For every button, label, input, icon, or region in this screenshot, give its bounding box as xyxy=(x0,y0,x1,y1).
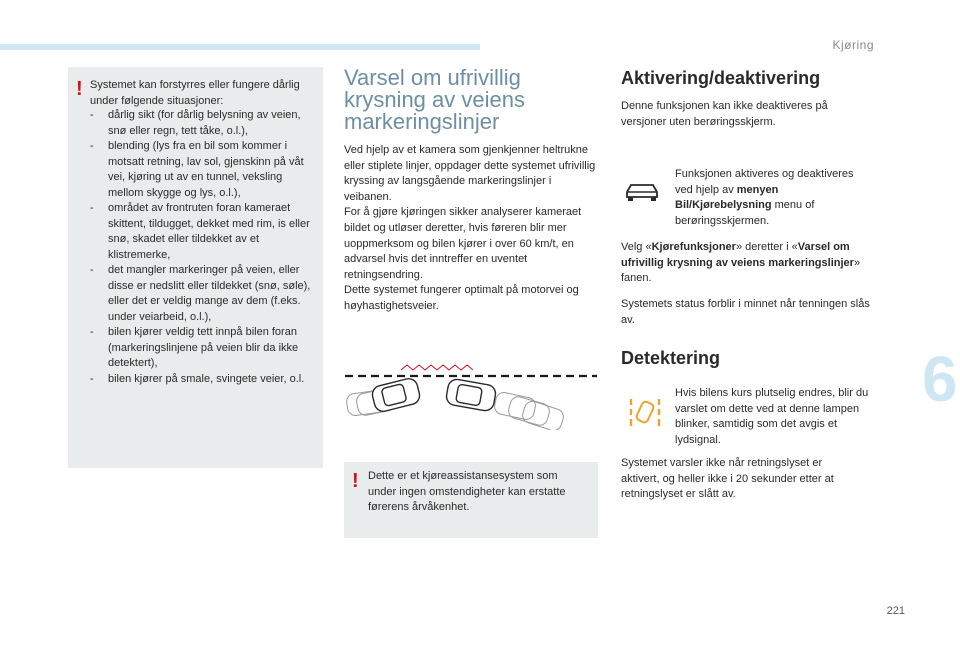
list-item: - det mangler markeringer på veien, eller disse er nedslitt eller tildekket (snø, søle), eller det er veldig mange av dem (f.eks. under veiarbeid, o.l.), xyxy=(90,264,311,323)
detection-note: Systemet varsler ikke når retningslyset er aktivert, og heller ikke i 20 sekunder etter at retningslyset er slått av. xyxy=(621,457,834,501)
lane-departure-illustration xyxy=(343,358,599,430)
list-item: - blending (lys fra en bil som kommer i motsatt retning, lav sol, gjenskinn på våt vei, kjøring ut av en tunnel, veksling mellom skygge og lys, o.l.), xyxy=(90,140,304,199)
section-title: Varsel om ufrivillig krysning av veiens markeringslinjer xyxy=(344,65,525,134)
lane-departure-lamp-icon xyxy=(628,393,662,429)
warning-box-assist xyxy=(344,462,598,538)
header-bar xyxy=(0,44,480,50)
warning-text: Dette er et kjøreassistansesystem som under ingen omstendigheter kan erstatte førerens årvåkenhet. xyxy=(368,470,566,513)
paragraph: Ved hjelp av et kamera som gjenkjenner heltrukne eller stiplete linjer, oppdager dette systemet ufrivillig kryssing av langsgående markeringslinjer i veibanen. xyxy=(344,144,596,203)
chapter-tab: 6 xyxy=(916,336,960,432)
list-item: - bilen kjører på smale, svingete veier, o.l. xyxy=(90,372,305,385)
activation-paragraph: Denne funksjonen kan ikke deaktiveres på versjoner uten berøringsskjerm. xyxy=(621,100,828,128)
activation-menu-paragraph: Funksjonen aktiveres og deaktiveres ved hjelp av menyen Bil/Kjørebelysning menu of berøringsskjermen. xyxy=(675,168,854,227)
warning-box-conditions xyxy=(68,67,323,468)
activation-heading: Aktivering/deaktivering xyxy=(621,68,821,88)
car-front-icon xyxy=(624,181,660,203)
warning-icon: ! xyxy=(76,78,83,100)
chapter-title: Kjøring xyxy=(832,38,874,52)
detection-paragraph: Hvis bilens kurs plutselig endres, blir du varslet om dette ved at denne lampen blinker, samtidig som det avgis et lydsignal. xyxy=(675,387,869,446)
page-number: 221 xyxy=(886,605,905,617)
warning-intro: Systemet kan forstyrres eller fungere dårlig under følgende situasjoner: xyxy=(90,79,300,107)
activation-select-paragraph: Velg «Kjørefunksjoner» deretter i «Varsel om ufrivillig krysning av veiens markeringslinjer» fanen. xyxy=(621,241,861,285)
list-item: - bilen kjører veldig tett innpå bilen foran (markeringslinjene på veien blir da ikke detektert), xyxy=(90,326,299,369)
detection-heading: Detektering xyxy=(621,348,721,368)
section-body xyxy=(344,143,602,315)
paragraph: Dette systemet fungerer optimalt på motorvei og høyhastighetsveier. xyxy=(344,284,579,312)
list-item: - dårlig sikt (for dårlig belysning av veien, snø eller regn, tett tåke, o.l.), xyxy=(90,109,301,137)
status-paragraph: Systemets status forblir i minnet når tenningen slås av. xyxy=(621,298,870,326)
warning-list xyxy=(90,108,320,387)
warning-icon: ! xyxy=(352,470,359,492)
paragraph: For å gjøre kjøringen sikker analyserer kameraet bildet og utløser deretter, hvis føreren blir mer uoppmerksom og bilen kjører i over 60 km/t, en advarsel hvis det inntreffer en uventet retningsendring. xyxy=(344,206,582,281)
list-item: - området av frontruten foran kameraet skittent, tildugget, dekket med rim, is eller snø, skadet eller tildekket av et klistremerke, xyxy=(90,202,310,261)
